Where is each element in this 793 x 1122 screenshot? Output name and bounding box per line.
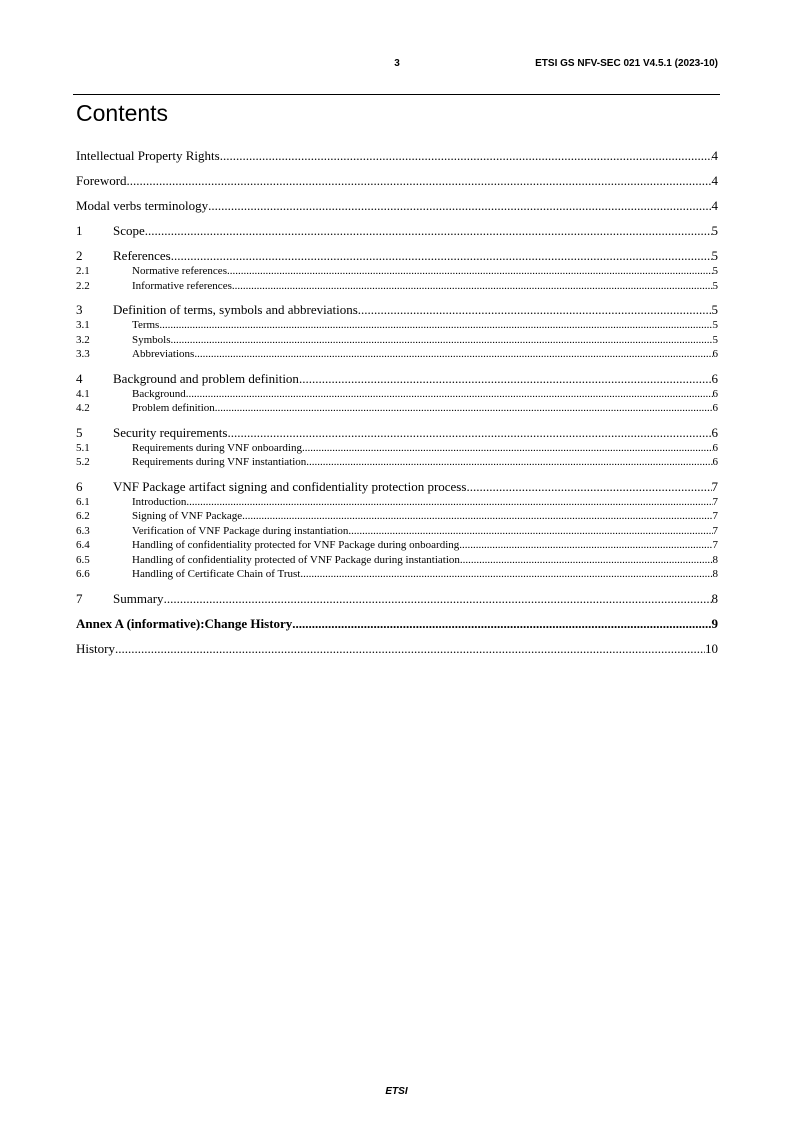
toc-entry-page: 8: [712, 568, 718, 580]
footer-etsi: ETSI: [385, 1086, 408, 1097]
toc-entry[interactable]: [76, 248, 718, 265]
toc-entry[interactable]: [76, 568, 718, 583]
toc-dot-leader: [208, 198, 711, 214]
toc-dot-leader: [186, 496, 712, 508]
toc-entry-number: 5.1: [76, 441, 90, 454]
toc-dot-leader: [466, 479, 711, 495]
toc-entry-number: 5: [76, 424, 83, 440]
toc-entry-number: 3.1: [76, 319, 90, 331]
toc-dot-leader: [220, 148, 712, 164]
toc-entry-page: 8: [712, 553, 718, 566]
toc-entry-number: 6: [76, 478, 83, 494]
toc-entry[interactable]: [76, 591, 718, 608]
toc-entry-number: 6.1: [76, 495, 90, 508]
toc-entry[interactable]: [76, 173, 718, 190]
toc-dot-leader: [145, 223, 712, 239]
toc-entry-label: Handling of confidentiality protected of VNF Package during instantiation: [132, 553, 460, 566]
toc-entry-number: 3.3: [76, 348, 90, 360]
toc-dot-leader: [242, 510, 712, 522]
toc-entry[interactable]: [76, 525, 718, 540]
toc-entry-label: Normative references: [132, 265, 227, 277]
toc-entry[interactable]: [76, 148, 718, 165]
toc-entry-page: 7: [712, 495, 718, 508]
toc-entry-label: Change History: [204, 615, 293, 631]
toc-entry-page: 5: [711, 248, 718, 263]
toc-entry-page: 4: [711, 148, 718, 163]
toc-dot-leader: [302, 442, 713, 454]
toc-dot-leader: [171, 248, 712, 264]
toc-entry[interactable]: [76, 554, 718, 569]
toc-entry-page: 6: [712, 441, 718, 454]
toc-entry-label: Handling of confidentiality protected for VNF Package during onboarding: [132, 539, 460, 551]
toc-entry-label: Introduction: [132, 495, 187, 508]
page-number: 3: [394, 58, 400, 69]
toc-entry-number: 6.6: [76, 568, 90, 580]
toc-entry-label: Requirements during VNF instantiation: [132, 456, 307, 468]
toc-entry-number: 2.2: [76, 279, 90, 292]
toc-entry-number: 2: [76, 248, 83, 263]
toc-entry-label: Definition of terms, symbols and abbreviations: [113, 302, 358, 317]
toc-entry-page: 6: [712, 387, 718, 400]
toc-entry-label: References: [113, 248, 171, 263]
toc-dot-leader: [292, 616, 711, 632]
toc-entry-page: 6: [711, 370, 718, 386]
document-reference: ETSI GS NFV-SEC 021 V4.5.1 (2023-10): [535, 58, 718, 69]
toc-entry-page: 7: [712, 510, 718, 522]
toc-dot-leader: [164, 591, 712, 607]
toc-entry[interactable]: [76, 616, 718, 633]
toc-entry[interactable]: [76, 402, 718, 417]
toc-entry-label: Modal verbs terminology: [76, 198, 209, 213]
table-of-contents: [76, 148, 718, 658]
toc-entry[interactable]: [76, 442, 718, 457]
toc-entry-page: 6: [712, 348, 718, 360]
toc-entry-page: 5: [712, 333, 718, 346]
toc-entry-label: Symbols: [132, 333, 171, 346]
toc-entry-number: 4: [76, 370, 83, 386]
toc-entry[interactable]: [76, 641, 718, 658]
toc-entry-page: 10: [705, 640, 718, 656]
toc-entry[interactable]: [76, 198, 718, 215]
toc-entry-page: 7: [711, 478, 718, 494]
toc-entry-page: 5: [711, 223, 718, 238]
toc-entry-number: 3: [76, 302, 83, 317]
toc-entry-label: Foreword: [76, 173, 127, 188]
toc-entry-label: Background and problem definition: [113, 370, 299, 386]
toc-entry-label: Verification of VNF Package during instantiation: [132, 524, 349, 537]
toc-entry-label: Security requirements: [113, 424, 228, 440]
toc-entry[interactable]: [76, 371, 718, 388]
toc-entry-label: Abbreviations: [132, 348, 195, 360]
toc-dot-leader: [194, 348, 712, 360]
toc-entry[interactable]: [76, 388, 718, 403]
toc-entry[interactable]: [76, 319, 718, 334]
toc-dot-leader: [227, 265, 713, 277]
toc-entry-page: 6: [711, 424, 718, 440]
toc-dot-leader: [171, 334, 713, 346]
toc-entry-number: 6.3: [76, 524, 90, 537]
toc-dot-leader: [299, 371, 712, 387]
toc-dot-leader: [460, 554, 713, 566]
toc-entry-label: Problem definition: [132, 402, 215, 414]
toc-dot-leader: [227, 425, 711, 441]
toc-annex-prefix: Annex A (informative):: [76, 615, 205, 631]
toc-entry-label: History: [76, 640, 115, 656]
toc-entry[interactable]: [76, 425, 718, 442]
toc-entry-page: 8: [711, 590, 718, 606]
toc-dot-leader: [159, 319, 712, 331]
toc-entry-number: 5.2: [76, 456, 90, 468]
toc-entry-page: 4: [711, 173, 718, 188]
toc-entry[interactable]: [76, 510, 718, 525]
toc-dot-leader: [459, 539, 712, 551]
toc-entry-number: 6.5: [76, 553, 90, 566]
toc-entry[interactable]: [76, 334, 718, 349]
toc-entry[interactable]: [76, 223, 718, 240]
toc-dot-leader: [186, 388, 713, 400]
toc-entry-number: 7: [76, 590, 83, 606]
toc-dot-leader: [300, 568, 712, 580]
toc-entry[interactable]: [76, 456, 718, 471]
toc-entry-label: Signing of VNF Package: [132, 510, 243, 522]
toc-dot-leader: [115, 641, 705, 657]
toc-entry-label: Requirements during VNF onboarding: [132, 441, 302, 454]
toc-entry-number: 6.2: [76, 510, 90, 522]
toc-entry-page: 4: [711, 198, 718, 213]
toc-dot-leader: [215, 402, 713, 414]
toc-entry[interactable]: [76, 496, 718, 511]
toc-entry-page: 7: [712, 524, 718, 537]
toc-entry[interactable]: [76, 265, 718, 280]
toc-entry-page: 9: [711, 615, 718, 631]
toc-entry-label: Scope: [113, 223, 145, 238]
page-title: Contents: [76, 100, 169, 126]
toc-entry-page: 5: [712, 279, 718, 292]
toc-entry-number: 4.1: [76, 387, 90, 400]
toc-dot-leader: [358, 302, 712, 318]
toc-entry[interactable]: [76, 280, 718, 295]
toc-entry-label: Informative references: [132, 279, 232, 292]
toc-entry-label: VNF Package artifact signing and confidentiality protection process: [113, 478, 467, 494]
toc-entry[interactable]: [76, 539, 718, 554]
toc-entry[interactable]: [76, 348, 718, 363]
toc-entry-label: Background: [132, 387, 186, 400]
toc-entry-number: 1: [76, 223, 83, 238]
toc-entry-number: 2.1: [76, 265, 90, 277]
toc-entry[interactable]: [76, 479, 718, 496]
toc-entry-page: 5: [711, 302, 718, 317]
header-rule: [73, 94, 720, 95]
toc-dot-leader: [232, 280, 713, 292]
toc-entry-page: 7: [712, 539, 718, 551]
toc-entry-page: 6: [712, 402, 718, 414]
toc-entry-label: Terms: [132, 319, 160, 331]
toc-entry-page: 5: [712, 265, 718, 277]
toc-dot-leader: [348, 525, 712, 537]
toc-entry-number: 3.2: [76, 333, 90, 346]
toc-entry-label: Summary: [113, 590, 164, 606]
toc-entry-page: 5: [712, 319, 718, 331]
toc-entry-label: Intellectual Property Rights: [76, 148, 220, 163]
toc-dot-leader: [127, 173, 712, 189]
toc-entry-label: Handling of Certificate Chain of Trust: [132, 568, 301, 580]
toc-entry[interactable]: [76, 302, 718, 319]
toc-entry-number: 4.2: [76, 402, 90, 414]
toc-entry-number: 6.4: [76, 539, 90, 551]
toc-dot-leader: [306, 456, 712, 468]
toc-entry-page: 6: [712, 456, 718, 468]
